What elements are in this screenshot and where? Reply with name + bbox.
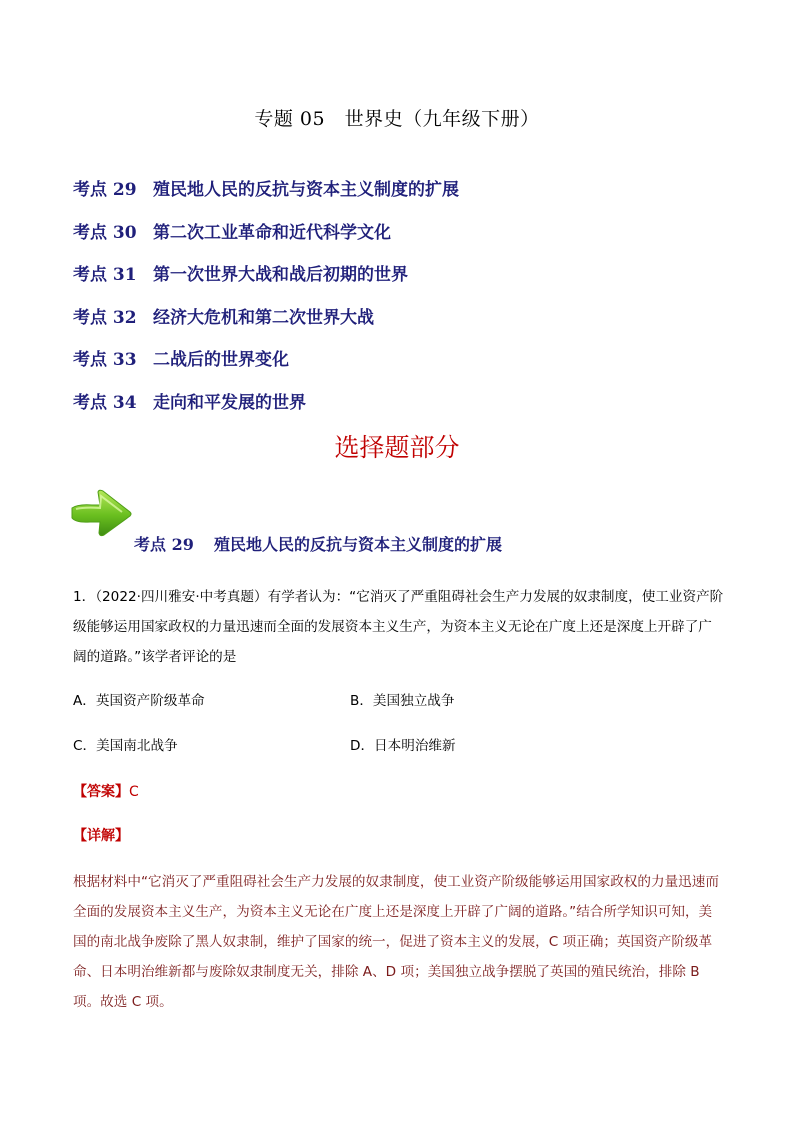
topic-number: 考点 29	[134, 535, 194, 554]
answer-options	[73, 686, 725, 776]
option-b: B．美国独立战争	[350, 693, 455, 709]
toc-item-number: 考点 32	[73, 307, 137, 328]
toc-item	[73, 306, 459, 349]
options-row	[73, 731, 725, 776]
toc-item-number: 考点 33	[73, 350, 137, 371]
option-c: C．美国南北战争	[73, 738, 178, 754]
topic-label: 殖民地人民的反抗与资本主义制度的扩展	[214, 535, 503, 554]
toc-item-label: 第二次工业革命和近代科学文化	[153, 222, 391, 243]
toc-item	[73, 178, 459, 221]
toc-item-number: 考点 30	[73, 222, 137, 243]
green-arrow-icon	[70, 488, 134, 538]
toc-item-label: 走向和平发展的世界	[153, 392, 306, 413]
toc-item	[73, 348, 459, 391]
table-of-contents	[73, 178, 459, 434]
options-row	[73, 686, 725, 731]
toc-item-number: 考点 29	[73, 180, 137, 200]
answer-line	[73, 777, 139, 807]
answer-label: 【答案】	[73, 784, 129, 800]
toc-item-label: 二战后的世界变化	[153, 350, 289, 371]
toc-item-number: 考点 34	[73, 392, 137, 413]
toc-item-label: 殖民地人民的反抗与资本主义制度的扩展	[153, 180, 459, 200]
toc-item	[73, 263, 459, 306]
explanation-text: 根据材料中“它消灭了严重阻碍社会生产力发展的奴隶制度，使工业资产阶级能够运用国家政权的力量迅速而全面的发展资本主义生产，为资本主义无论在广度上还是深度上开辟了广阔的道路。”结合所学知识可知，美国的南北战争废除了黑人奴隶制，维护了国家的统一，促进了资本主义的发展，C 项正确；英国资产阶级革命、日本明治维新都与废除奴隶制度无关，排除 A、D 项；美国独立战争摆脱了英国的殖民统治，排除 B 项。故选 C 项。	[73, 874, 719, 1010]
page-title: 专题 05 世界史（九年级下册）	[254, 108, 540, 130]
question-stem: 1．（2022·四川雅安·中考真题）有学者认为：“它消灭了严重阻碍社会生产力发展的奴隶制度，使工业资产阶级能够运用国家政权的力量迅速而全面的发展资本主义生产，为资本主义无论在广度上还是深度上开辟了广阔的道路。”该学者评论的是	[73, 589, 724, 665]
section-heading: 选择题部分	[334, 433, 460, 462]
option-a: A．英国资产阶级革命	[73, 693, 205, 709]
toc-item-label: 经济大危机和第二次世界大战	[153, 307, 374, 328]
toc-item-label: 第一次世界大战和战后初期的世界	[153, 265, 408, 286]
detail-label: 【详解】	[73, 828, 129, 844]
toc-item	[73, 221, 459, 264]
toc-item-number: 考点 31	[73, 265, 137, 286]
option-d: D．日本明治维新	[350, 738, 456, 754]
answer-value: C	[129, 784, 139, 800]
topic-heading	[134, 532, 502, 555]
